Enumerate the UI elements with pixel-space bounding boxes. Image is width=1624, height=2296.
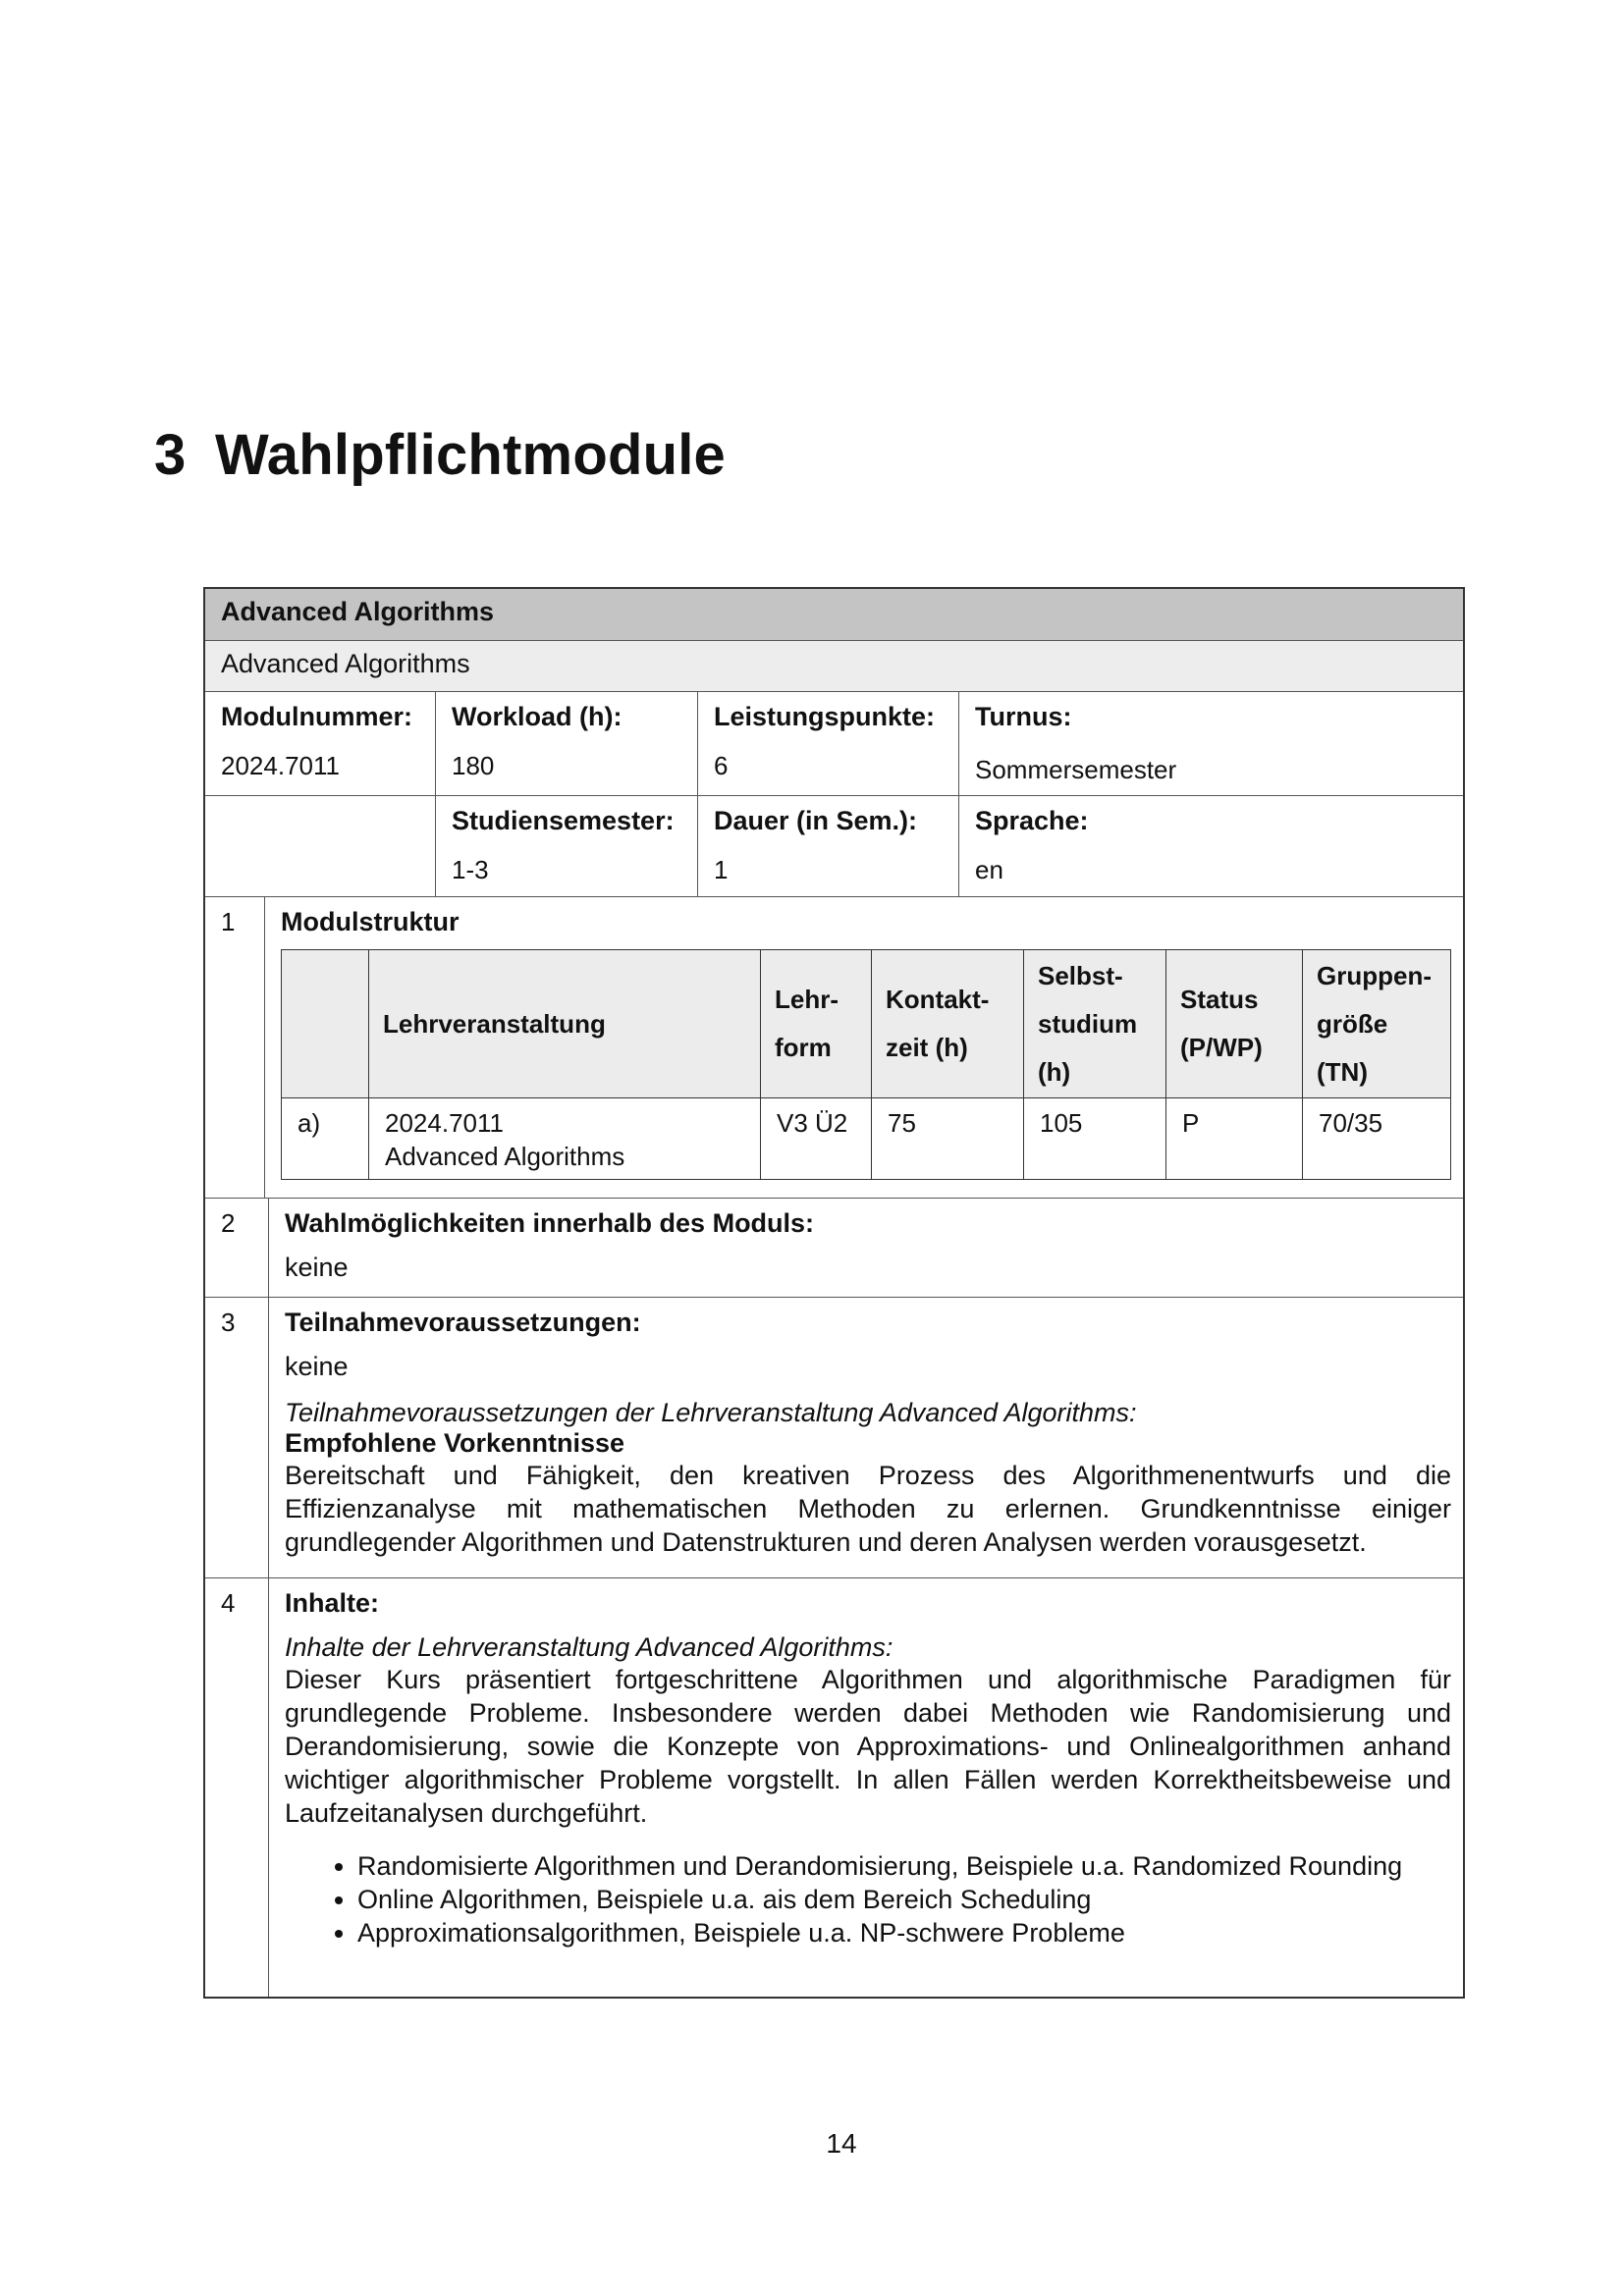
sprache-label: Sprache: xyxy=(975,806,1089,835)
page-number: 14 xyxy=(826,2128,857,2159)
dauer-cell xyxy=(697,796,958,896)
section-title: Wahlmöglichkeiten innerhalb des Moduls: xyxy=(285,1208,815,1238)
section-number: 2 xyxy=(205,1199,269,1297)
turnus-label: Turnus: xyxy=(975,702,1072,731)
turnus-value: Sommersemester xyxy=(975,755,1177,784)
module-subtitle: Advanced Algorithms xyxy=(205,640,1463,691)
prereq-paragraph: Bereitschaft und Fähigkeit, den kreativen Prozess des Algorithmenentwurfs und die Effizienzanalyse mit mathematischen Methoden zu erlernen. Grundkenntnisse einiger grundlegender Algorithmen und Datenstrukturen und deren Analysen werden vorausgesetzt. xyxy=(285,1461,1451,1557)
module-table xyxy=(203,587,1465,1999)
dauer-label: Dauer (in Sem.): xyxy=(714,806,918,835)
course-prereq-heading: Teilnahmevoraussetzungen der Lehrveranstaltung Advanced Algorithms: xyxy=(285,1398,1137,1427)
list-item: • Randomisierte Algorithmen und Derandomisierung, Beispiele u.a. Randomized Rounding xyxy=(357,1849,1451,1883)
course-content-heading: Inhalte der Lehrveranstaltung Advanced Algorithms: xyxy=(285,1632,893,1662)
course-header-cell xyxy=(282,950,369,1098)
section-modulstruktur xyxy=(205,896,1463,1198)
section-title: Inhalte: xyxy=(285,1588,380,1618)
course-table xyxy=(281,949,1451,1180)
course-cell: V3 Ü2 xyxy=(761,1098,872,1180)
course-header-cell: Lehr- form xyxy=(761,950,872,1098)
studiensemester-value: 1-3 xyxy=(452,855,489,884)
section-number: 4 xyxy=(205,1578,269,1997)
studiensemester-cell xyxy=(435,796,697,896)
workload-value: 180 xyxy=(452,751,495,780)
section-body xyxy=(269,1199,1463,1297)
section-wahlmoeglichkeiten xyxy=(205,1198,1463,1297)
course-cell: a) xyxy=(282,1098,369,1180)
course-cell: 70/35 xyxy=(1303,1098,1451,1180)
recommended-knowledge-heading: Empfohlene Vorkenntnisse xyxy=(285,1428,625,1458)
chapter-heading xyxy=(154,422,726,488)
course-header-cell: Status (P/WP) xyxy=(1166,950,1303,1098)
empty-cell xyxy=(205,796,435,896)
modulnummer-cell xyxy=(205,692,435,795)
list-item: • Approximationsalgorithmen, Beispiele u.a. NP-schwere Probleme xyxy=(357,1916,1451,1949)
module-info-row-2 xyxy=(205,795,1463,896)
course-cell: 2024.7011 Advanced Algorithms xyxy=(369,1098,761,1180)
workload-label: Workload (h): xyxy=(452,702,623,731)
course-header-cell: Lehrveranstaltung xyxy=(369,950,761,1098)
dauer-value: 1 xyxy=(714,855,729,884)
sprache-cell xyxy=(958,796,1463,896)
section-title: Modulstruktur xyxy=(281,907,460,936)
module-info-row-1 xyxy=(205,691,1463,795)
course-cell: 105 xyxy=(1024,1098,1166,1180)
section-inhalte xyxy=(205,1577,1463,1997)
chapter-number: 3 xyxy=(154,423,187,487)
leistungspunkte-cell xyxy=(697,692,958,795)
course-cell: P xyxy=(1166,1098,1303,1180)
content-bullet-list xyxy=(285,1849,1451,1949)
content-paragraph: Dieser Kurs präsentiert fortgeschrittene Algorithmen und algorithmische Paradigmen für grundlegende Probleme. Insbesondere werden dabei Methoden wie Randomisierung und Derandomisierung, sowie die Konzepte von Approximations- und Onlinealgorithmen anhand wichtiger algorithmischer Probleme vorgstellt. In allen Fällen werden Korrektheitsbeweise und Laufzeitanalysen durchgeführt. xyxy=(285,1665,1451,1828)
section-text: keine xyxy=(285,1253,349,1282)
modulnummer-value: 2024.7011 xyxy=(221,751,340,780)
section-number: 3 xyxy=(205,1298,269,1577)
course-header-cell: Kontakt- zeit (h) xyxy=(872,950,1024,1098)
course-header-cell: Gruppen- größe (TN) xyxy=(1303,950,1451,1098)
leistungspunkte-label: Leistungspunkte: xyxy=(714,702,936,731)
section-teilnahmevoraussetzungen xyxy=(205,1297,1463,1577)
turnus-cell xyxy=(958,692,1463,795)
section-text: keine xyxy=(285,1352,349,1381)
section-body xyxy=(269,1578,1463,1997)
table-row xyxy=(282,1098,1451,1180)
section-title: Teilnahmevoraussetzungen: xyxy=(285,1308,641,1337)
section-number: 1 xyxy=(205,897,265,1198)
module-title: Advanced Algorithms xyxy=(205,589,1463,640)
course-header-cell: Selbst- studium (h) xyxy=(1024,950,1166,1098)
chapter-title: Wahlpflichtmodule xyxy=(215,423,726,487)
sprache-value: en xyxy=(975,855,1003,884)
list-item: • Online Algorithmen, Beispiele u.a. ais dem Bereich Scheduling xyxy=(357,1883,1451,1916)
section-body xyxy=(269,1298,1463,1577)
course-cell: 75 xyxy=(872,1098,1024,1180)
section-body xyxy=(265,897,1463,1198)
studiensemester-label: Studiensemester: xyxy=(452,806,675,835)
modulnummer-label: Modulnummer: xyxy=(221,702,412,731)
leistungspunkte-value: 6 xyxy=(714,751,729,780)
course-table-header xyxy=(282,950,1451,1098)
workload-cell xyxy=(435,692,697,795)
